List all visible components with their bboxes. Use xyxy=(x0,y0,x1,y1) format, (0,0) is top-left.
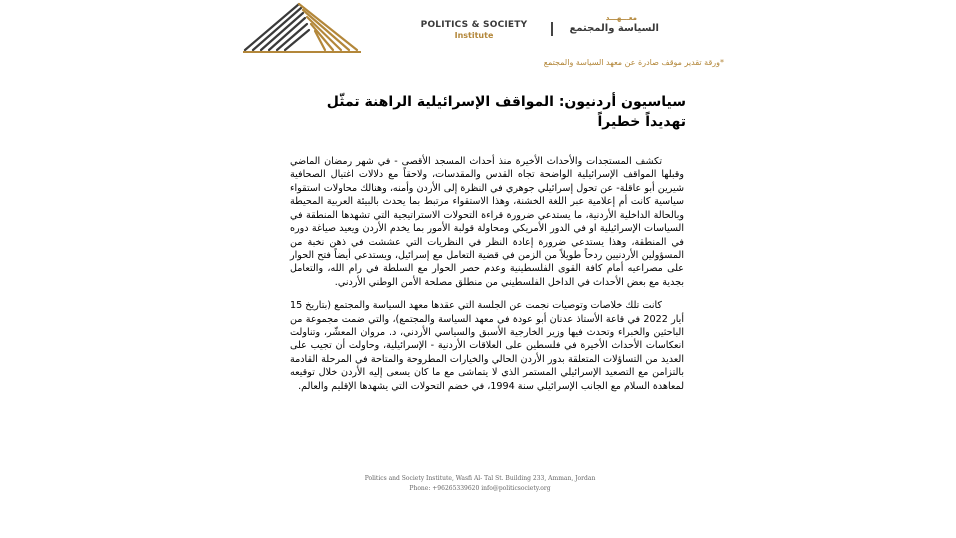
institute-header xyxy=(237,0,727,55)
source-note: *ورقة تقدير موقف صادرة عن معهد السياسة والمجتمع xyxy=(543,58,724,67)
brand-ar-small: معـــهـــد xyxy=(605,14,637,22)
pyramid-logo-icon xyxy=(237,0,372,55)
page-title: سياسيون أردنيون: المواقف الإسرائيلية الراهنة تمثّل تهديداً خطيراً xyxy=(326,94,686,131)
article-body xyxy=(290,155,684,403)
paragraph: كانت تلك خلاصات وتوصيات نجمت عن الجلسة التي عقدها معهد السياسة والمجتمع (بتاريخ 15 أيار 2022 في قاعة الأستاذ عدنان أبو عودة في معهد السياسة والمجتمع)، والتي ضمت مجموعة من الباحثين والخبراء وتحدث فيها وزير الخارجية الأسبق والسياسي الأردني، د. مروان المعشّر، وتناولت انعكاسات الأحداث الأخيرة في فلسطين على العلاقات الأردنية - الإسرائيلية، وحاولت أن تجيب على العديد من التساؤلات المتعلقة بدور الأردن الحالي والخيارات المطروحة والمتاحة في المرحلة القادمة بالتزامن مع التصعيد الإسرائيلي المستمر الذي لا يتماشى مع ما كان يسعى إليه الأردن خلال توقيعه لمعاهدة السلام مع الجانب الإسرائيلي سنة 1994، في خضم التحولات التي يشهدها الإقليم والعالم. xyxy=(290,300,684,392)
paragraph: تكشف المستجدات والأحداث الأخيرة منذ أحداث المسجد الأقصى - في شهر رمضان الماضي وقبلها المواقف الإسرائيلية الواضحة تجاه القدس والمقدسات، ولاحقاً مع دلالات اغتيال الصحافية شيرين أبو عاقلة- عن تحول إسرائيلي جوهري في النظرة إلى الأردن وأمنه، وهنالك محاولات استقواء سياسية كانت أم إعلامية عبر اللغة الخشنة، وهذا الاستقواء مرتبط بما يحدث بالبيئة العربية المحيطة وبالحالة الداخلية الأردنية، ما يستدعي ضرورة قراءة التحولات الاستراتيجية التي تشهدها المنطقة في السياسات الإسرائيلية او في الدور الأمريكي ومحاولة قولبة الأمور بما يخدم الأردن ويعيد صياغة دوره في المنطقة، وهذا يستدعي ضرورة إعادة النظر في النظريات التي عششت في ذهن نخبة من المسؤولين الأردنيين ردحاً طويلاً من الزمن في قضية التعامل مع إسرائيل، ويستدعي أيضاً فتح الحوار على مصراعيه أمام كافة القوى الفلسطينية وعدم حصر الحوار مع السلطة في رام الله، والتعامل بجدية مع بعض الأحداث في الداخل الفلسطيني من منطلق مصلحة الأمن الوطني الأردني. xyxy=(290,156,684,288)
footer-contact: Phone: +96265339620 info@politicsociety.org xyxy=(409,484,551,492)
footer-address: Politics and Society Institute, Wasfi Al- Tal St. Building 233, Amman, Jordan xyxy=(364,475,596,482)
page-footer xyxy=(280,474,680,493)
brand-name-english xyxy=(400,21,548,40)
brand-ar-main: السياسة والمجتمع xyxy=(569,23,659,34)
brand-en-line2: Institute xyxy=(454,31,494,40)
brand-name-arabic xyxy=(557,15,659,34)
brand-en-line1: POLITICS & SOCIETY xyxy=(420,20,528,30)
brand-divider xyxy=(551,22,553,36)
